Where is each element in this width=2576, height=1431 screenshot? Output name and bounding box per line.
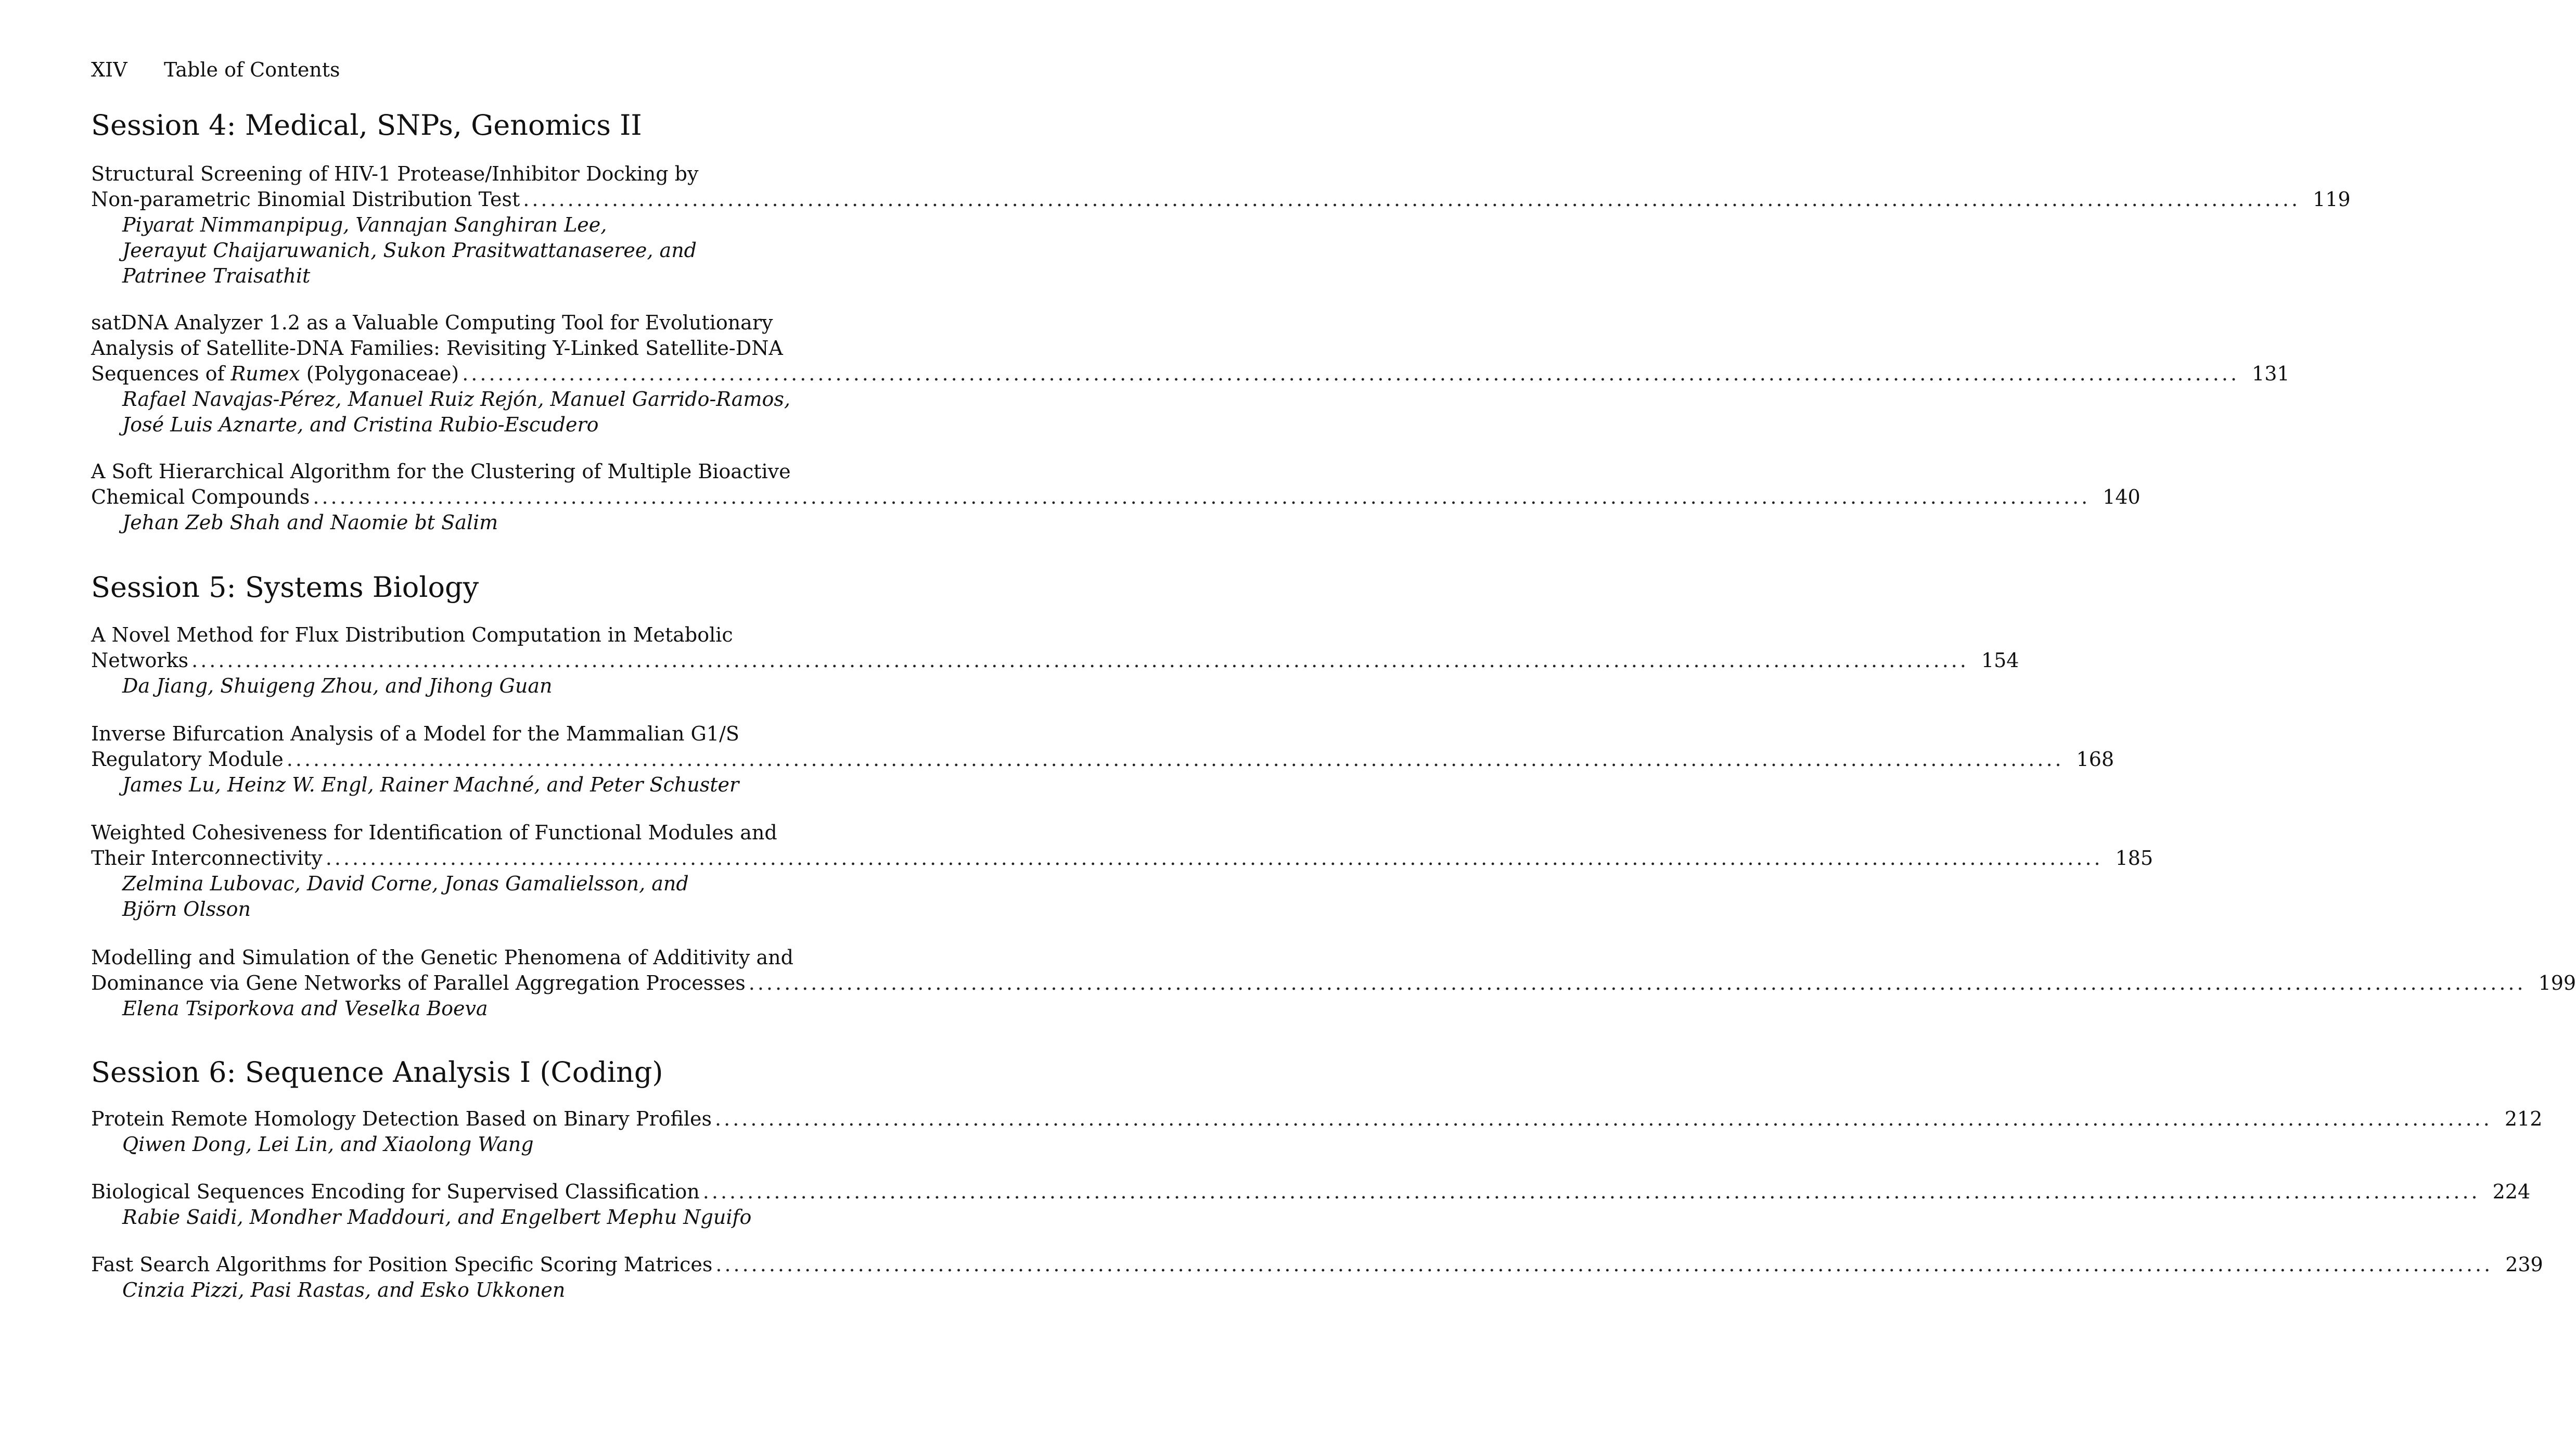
toc-entry (91, 161, 2351, 289)
author-line: Elena Tsiporkova and Veselka Boeva (122, 997, 488, 1020)
leader-dots: ........................................................................................................................................................................................................ (748, 972, 2526, 994)
toc-entry (91, 721, 2114, 798)
author-line: Rabie Saidi, Mondher Maddouri, and Engelbert Mephu Nguifo (122, 1206, 752, 1229)
entry-title-line: Regulatory Module (91, 748, 284, 771)
entry-title-line: Analysis of Satellite-DNA Families: Revisiting Y-Linked Satellite-DNA (91, 337, 783, 360)
page-numeral: XIV (91, 58, 127, 81)
author-line: José Luis Aznarte, and Cristina Rubio-Escudero (122, 413, 599, 436)
entry-title-line: Their Interconnectivity (91, 847, 323, 870)
author-line: Zelmina Lubovac, David Corne, Jonas Gamalielsson, and (122, 872, 689, 895)
author-line: Jeerayut Chaijaruwanich, Sukon Prasitwattanaseree, and (122, 239, 697, 262)
entry-authors (91, 212, 840, 289)
toc-entry (91, 1106, 2543, 1157)
toc-entry (91, 1252, 2543, 1303)
author-line: Da Jiang, Shuigeng Zhou, and Jihong Guan (122, 674, 553, 697)
entry-authors (91, 871, 840, 922)
leader-dots: ........................................................................................................................................................................................................ (286, 748, 2064, 771)
author-line: Qiwen Dong, Lei Lin, and Xiaolong Wang (122, 1133, 534, 1156)
entry-authors (91, 1277, 840, 1303)
leader-dots: ........................................................................................................................................................................................................ (313, 485, 2091, 508)
entry-authors (91, 510, 840, 535)
page-number: 140 (2103, 485, 2141, 508)
toc-entry (91, 622, 2019, 699)
author-line: James Lu, Heinz W. Engl, Rainer Machné, and Peter Schuster (122, 773, 739, 796)
entry-authors (91, 1205, 840, 1230)
leader-dots: ........................................................................................................................................................................................................ (325, 847, 2103, 870)
genus-name: Rumex (230, 362, 300, 385)
leader-dots: ........................................................................................................................................................................................................ (462, 362, 2240, 385)
entry-title-line: Fast Search Algorithms for Position Specific Scoring Matrices (91, 1253, 713, 1276)
author-line: Piyarat Nimmanpipug, Vannajan Sanghiran Lee, (122, 213, 607, 236)
author-line: Cinzia Pizzi, Pasi Rastas, and Esko Ukkonen (122, 1279, 566, 1301)
toc-entry (91, 310, 2290, 438)
page-number: 131 (2252, 362, 2290, 385)
leader-dots: ........................................................................................................................................................................................................ (715, 1107, 2492, 1130)
entry-title-line: Networks (91, 649, 189, 672)
leader-dots: ........................................................................................................................................................................................................ (191, 649, 1969, 672)
entry-title-line: Weighted Cohesiveness for Identification of Functional Modules and (91, 821, 777, 844)
entry-title-line: Dominance via Gene Networks of Parallel Aggregation Processes (91, 972, 746, 994)
running-header (91, 57, 340, 82)
leader-dots: ........................................................................................................................................................................................................ (702, 1180, 2480, 1203)
session-heading: Session 5: Systems Biology (91, 571, 479, 604)
entry-title-line: Biological Sequences Encoding for Supervised Classification (91, 1180, 700, 1203)
page-number: 185 (2115, 847, 2154, 870)
entry-title-line: Modelling and Simulation of the Genetic Phenomena of Additivity and (91, 946, 793, 969)
toc-entry (91, 820, 2154, 922)
page-number: 154 (1981, 649, 2019, 672)
entry-title-line: satDNA Analyzer 1.2 as a Valuable Computing Tool for Evolutionary (91, 311, 773, 334)
entry-title-line: Chemical Compounds (91, 485, 310, 508)
title-text: Sequences of (91, 362, 231, 385)
toc-entry (91, 459, 2141, 535)
page-number: 199 (2538, 972, 2576, 994)
author-line: Björn Olsson (122, 898, 251, 921)
author-line: Rafael Navajas-Pérez, Manuel Ruiz Rejón, Manuel Garrido-Ramos, (122, 388, 790, 411)
entry-authors (91, 673, 840, 699)
entry-title-line: A Novel Method for Flux Distribution Computation in Metabolic (91, 623, 733, 646)
leader-dots: ........................................................................................................................................................................................................ (523, 188, 2301, 211)
page-number: 119 (2313, 188, 2351, 211)
entry-authors (91, 1132, 840, 1157)
title-text: (Polygonaceae) (300, 362, 459, 385)
page-number: 212 (2504, 1107, 2543, 1130)
author-line: Patrinee Traisathit (122, 264, 311, 287)
entry-authors (91, 387, 840, 438)
author-line: Jehan Zeb Shah and Naomie bt Salim (122, 511, 498, 534)
leader-dots: ........................................................................................................................................................................................................ (715, 1253, 2493, 1276)
toc-entry (91, 1179, 2531, 1230)
entry-authors (91, 996, 840, 1021)
entry-title-line: Non-parametric Binomial Distribution Test (91, 188, 520, 211)
page-number: 239 (2505, 1253, 2543, 1276)
entry-title-line (91, 361, 459, 387)
entry-title-line: Structural Screening of HIV-1 Protease/Inhibitor Docking by (91, 162, 699, 185)
page-number: 168 (2076, 748, 2114, 771)
entry-title-line: Protein Remote Homology Detection Based on Binary Profiles (91, 1107, 712, 1130)
session-heading: Session 4: Medical, SNPs, Genomics II (91, 109, 642, 142)
toc-entry (91, 945, 2576, 1021)
entry-title-line: Inverse Bifurcation Analysis of a Model for the Mammalian G1/S (91, 722, 739, 745)
running-title: Table of Contents (164, 58, 340, 81)
entry-title-line: A Soft Hierarchical Algorithm for the Clustering of Multiple Bioactive (91, 460, 791, 483)
session-heading: Session 6: Sequence Analysis I (Coding) (91, 1056, 663, 1089)
entry-authors (91, 772, 840, 798)
page-number: 224 (2492, 1180, 2531, 1203)
